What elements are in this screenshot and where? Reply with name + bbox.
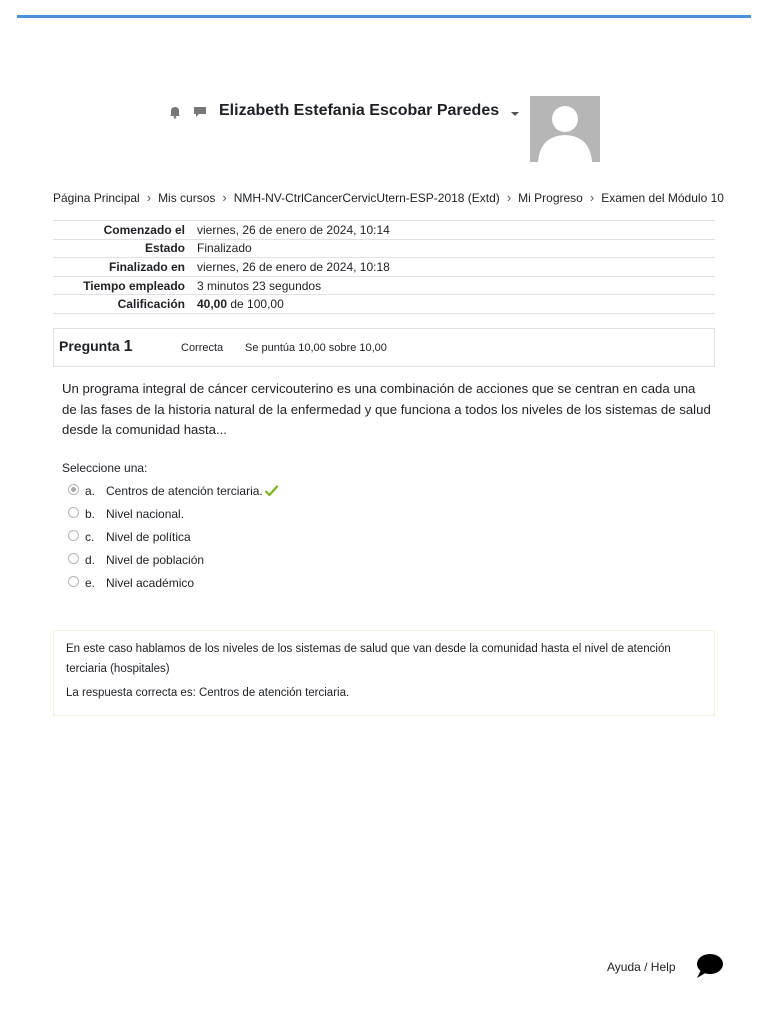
answer-radio[interactable]	[68, 576, 79, 587]
breadcrumb-item-my-courses[interactable]: Mis cursos	[158, 190, 216, 205]
attempt-summary-table	[53, 220, 715, 314]
top-accent-line	[17, 15, 751, 18]
feedback-box	[53, 630, 715, 716]
bell-icon[interactable]	[168, 105, 182, 119]
chevron-right-icon: ›	[222, 190, 227, 205]
table-row	[53, 239, 715, 258]
chevron-right-icon: ›	[506, 190, 512, 205]
summary-value: Finalizado	[191, 239, 715, 258]
question-info-box	[53, 328, 715, 367]
answer-option-c	[68, 527, 468, 550]
answer-radio[interactable]	[68, 507, 79, 518]
answer-radio[interactable]	[68, 553, 79, 564]
summary-value: viernes, 26 de enero de 2024, 10:18	[191, 258, 715, 277]
question-state: Correcta	[181, 342, 224, 354]
table-row	[53, 258, 715, 277]
answer-prompt: Seleccione una:	[62, 461, 148, 475]
answer-option-a	[68, 481, 468, 504]
summary-label: Finalizado en	[53, 258, 191, 277]
help-link[interactable]: Ayuda / Help	[607, 960, 676, 974]
summary-label: Estado	[53, 239, 191, 258]
avatar[interactable]	[530, 96, 600, 162]
chevron-right-icon: ›	[146, 190, 152, 205]
answer-label: Centros de atención terciaria.	[106, 484, 263, 498]
chat-bubble-icon[interactable]	[695, 952, 723, 980]
user-menu-bar	[168, 96, 608, 162]
answer-list	[68, 481, 468, 596]
user-name[interactable]: Elizabeth Estefania Escobar Paredes	[219, 102, 500, 119]
general-feedback: En este caso hablamos de los niveles de los sistemas de salud que van desde la comunidad hasta el nivel de atención terciaria (hospitales)	[66, 643, 671, 675]
breadcrumb-item-progress[interactable]: Mi Progreso	[518, 190, 583, 205]
question-text: Un programa integral de cáncer cervicouterino es una combinación de acciones que se centran en cada una de las fases de la historia natural de la enfermedad y que funciona a todos los niveles de los sistemas de salud desde la comunidad hasta...	[62, 381, 711, 437]
summary-label: Tiempo empleado	[53, 276, 191, 295]
breadcrumb	[53, 190, 724, 205]
answer-letter: e.	[85, 576, 96, 590]
summary-label: Calificación	[53, 295, 191, 314]
answer-option-d	[68, 550, 468, 573]
summary-value: 3 minutos 23 segundos	[191, 276, 715, 295]
summary-value	[191, 295, 715, 314]
answer-label: Nivel nacional.	[106, 507, 185, 521]
answer-label: Nivel de política	[106, 530, 191, 544]
summary-label: Comenzado el	[53, 221, 191, 240]
answer-option-b	[68, 504, 468, 527]
answer-letter: b.	[85, 507, 96, 521]
answer-letter: c.	[85, 530, 95, 544]
question-grade: Se puntúa 10,00 sobre 10,00	[245, 342, 387, 354]
table-row	[53, 276, 715, 295]
answer-letter: a.	[85, 484, 96, 498]
answer-letter: d.	[85, 553, 96, 567]
breadcrumb-item-exam[interactable]: Examen del Módulo 10	[601, 190, 724, 205]
table-row	[53, 295, 715, 314]
message-icon[interactable]	[193, 105, 207, 119]
answer-radio[interactable]	[68, 530, 79, 541]
answer-text	[106, 484, 278, 500]
right-answer: La respuesta correcta es: Centros de atención terciaria.	[66, 687, 350, 699]
question-number-value: 1	[123, 338, 133, 355]
grade-total: de 100,00	[227, 297, 284, 312]
summary-value: viernes, 26 de enero de 2024, 10:14	[191, 221, 715, 240]
breadcrumb-item-home[interactable]: Página Principal	[53, 190, 140, 205]
table-row	[53, 221, 715, 240]
check-icon	[265, 485, 278, 500]
question-number	[59, 338, 132, 356]
breadcrumb-item-course[interactable]: NMH-NV-CtrlCancerCervicUtern-ESP-2018 (Extd)	[233, 190, 500, 205]
chevron-down-icon[interactable]	[511, 112, 519, 116]
question-label: Pregunta	[59, 338, 120, 354]
answer-radio[interactable]	[68, 484, 79, 495]
answer-label: Nivel de población	[106, 553, 205, 567]
chevron-right-icon: ›	[589, 190, 595, 205]
answer-option-e	[68, 573, 468, 596]
grade-score: 40,00	[197, 297, 228, 312]
answer-label: Nivel académico	[106, 576, 195, 590]
